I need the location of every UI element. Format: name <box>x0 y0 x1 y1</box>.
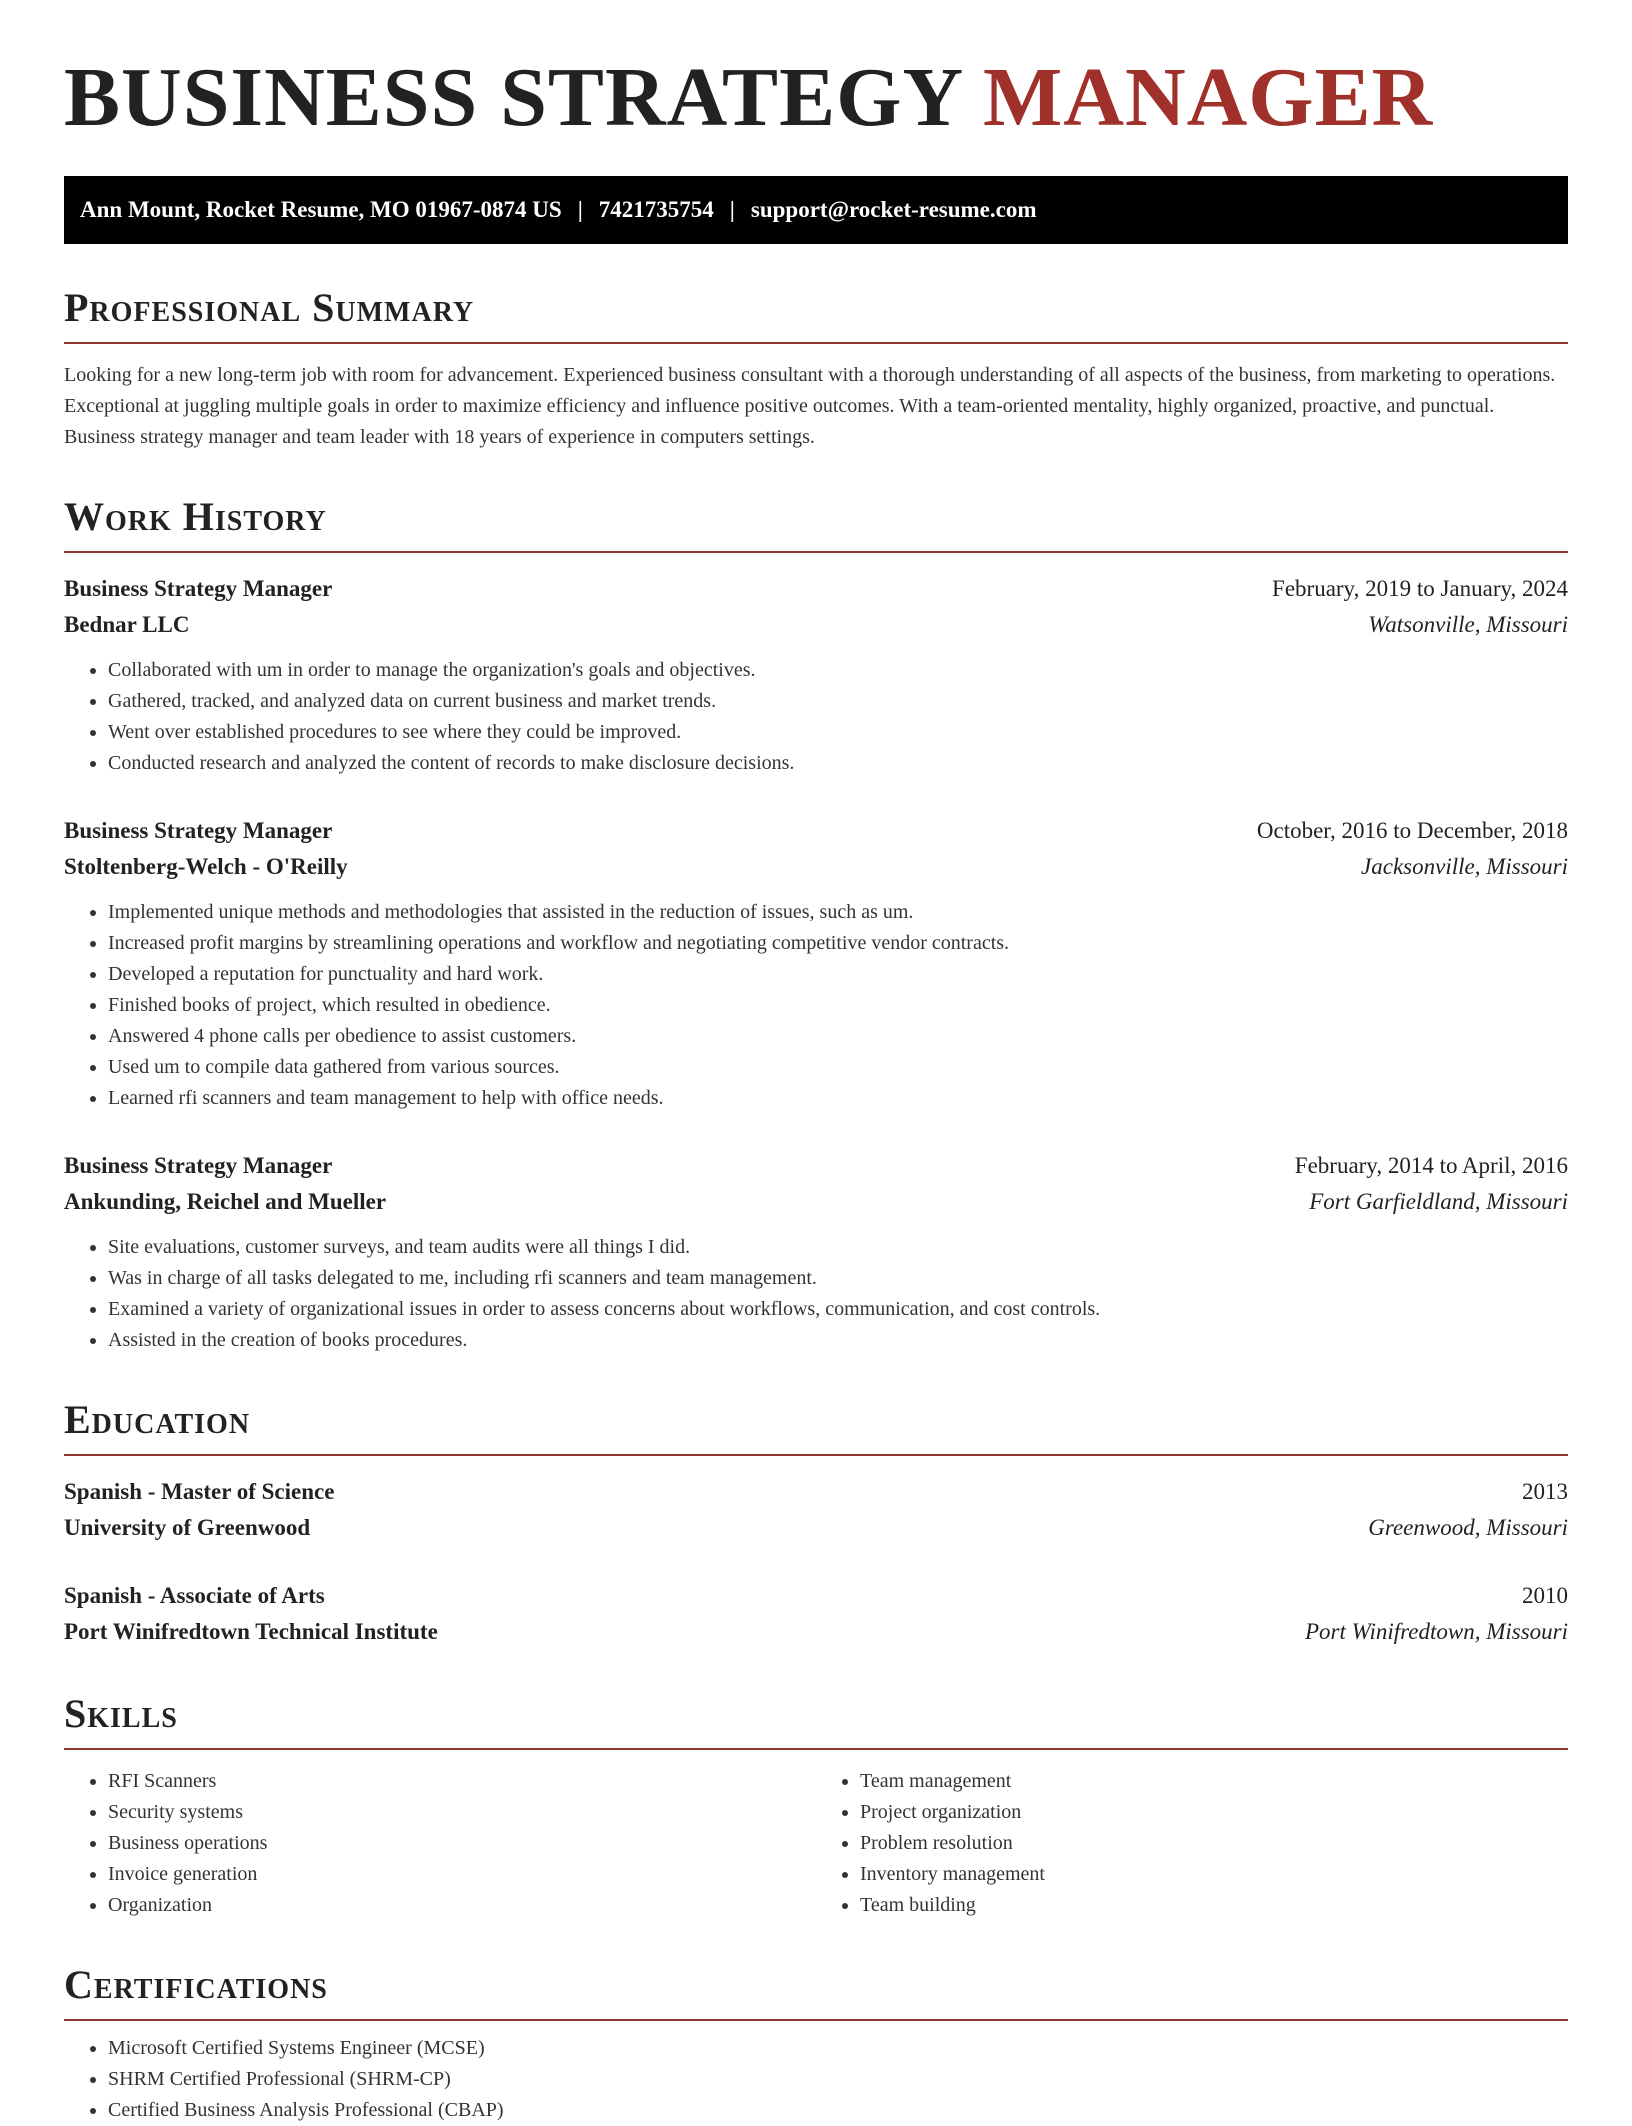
list-item: • Gathered, tracked, and analyzed data on current business and market trends. <box>108 686 1568 717</box>
list-item: • Team building <box>860 1890 1568 1921</box>
list-item: • Developed a reputation for punctuality and hard work. <box>108 959 1568 990</box>
contact-bar <box>64 176 1568 244</box>
summary-section <box>64 286 1568 453</box>
list-item: • Conducted research and analyzed the content of records to make disclosure decisions. <box>108 748 1568 779</box>
list-item: • Invoice generation <box>108 1859 816 1890</box>
resume-title <box>64 0 1568 176</box>
education-entry <box>64 1578 1568 1650</box>
job-bullets <box>64 897 1568 1114</box>
education-location: Port Winifredtown, Missouri <box>1304 1619 1568 1644</box>
section-heading: Certifications <box>64 1963 1568 2021</box>
list-item: • Security systems <box>108 1797 816 1828</box>
list-item: • Business operations <box>108 1828 816 1859</box>
certifications-section <box>64 1963 1568 2126</box>
list-item: • RFI Scanners <box>108 1766 816 1797</box>
list-item: • Went over established procedures to see where they could be improved. <box>108 717 1568 748</box>
section-heading: Education <box>64 1398 1568 1456</box>
certifications-list <box>64 2033 1568 2126</box>
list-item: • Team management <box>860 1766 1568 1797</box>
list-item: • Inventory management <box>860 1859 1568 1890</box>
list-item: • Answered 4 phone calls per obedience to assist customers. <box>108 1021 1568 1052</box>
job-company: Bednar LLC <box>64 612 190 637</box>
list-item: • Certified Business Analysis Professional (CBAP) <box>108 2095 1568 2126</box>
education-school: Port Winifredtown Technical Institute <box>64 1619 438 1644</box>
list-item: • Project organization <box>860 1797 1568 1828</box>
list-item: • Examined a variety of organizational issues in order to assess concerns about workflows, communication, and cost controls. <box>108 1294 1568 1325</box>
skills-list-right <box>816 1766 1568 1921</box>
job-title: Business Strategy Manager <box>64 1153 333 1178</box>
job-dates: February, 2014 to April, 2016 <box>1294 1153 1568 1178</box>
job-location: Fort Garfieldland, Missouri <box>1309 1189 1568 1214</box>
section-heading: Skills <box>64 1692 1568 1750</box>
list-item: • Learned rfi scanners and team management to help with office needs. <box>108 1083 1568 1114</box>
contact-email[interactable]: support@rocket-resume.com <box>750 197 1037 222</box>
work-history-section <box>64 495 1568 1356</box>
skills-section <box>64 1692 1568 1921</box>
education-degree: Spanish - Master of Science <box>64 1479 335 1504</box>
skills-list-left <box>64 1766 816 1921</box>
contact-separator: | <box>729 197 735 222</box>
title-accent: MANAGER <box>983 51 1434 144</box>
summary-text: Looking for a new long-term job with room for advancement. Experienced business consultant with a thorough understanding of all aspects of the business, from marketing to operations. Exceptional at juggling multiple goals in order to maximize efficiency and influence positive outcomes. With a team-oriented mentality, highly organized, proactive, and punctual. Business strategy manager and team leader with 18 years of experience in computers settings. <box>64 364 1556 448</box>
job-company: Ankunding, Reichel and Mueller <box>64 1189 387 1214</box>
education-year: 2013 <box>1522 1479 1568 1504</box>
section-heading: Work History <box>64 495 1568 553</box>
job-entry <box>64 571 1568 779</box>
list-item: • Site evaluations, customer surveys, and team audits were all things I did. <box>108 1232 1568 1263</box>
title-main: BUSINESS STRATEGY <box>64 51 961 144</box>
education-school: University of Greenwood <box>64 1515 311 1540</box>
job-title: Business Strategy Manager <box>64 818 333 843</box>
list-item: • Problem resolution <box>860 1828 1568 1859</box>
list-item: • SHRM Certified Professional (SHRM-CP) <box>108 2064 1568 2095</box>
section-heading: Professional Summary <box>64 286 1568 344</box>
list-item: • Implemented unique methods and methodologies that assisted in the reduction of issues, such as um. <box>108 897 1568 928</box>
contact-phone: 7421735754 <box>598 197 714 222</box>
job-bullets <box>64 1232 1568 1356</box>
education-degree: Spanish - Associate of Arts <box>64 1583 325 1608</box>
job-dates: February, 2019 to January, 2024 <box>1272 576 1568 601</box>
contact-separator: | <box>577 197 583 222</box>
education-location: Greenwood, Missouri <box>1368 1515 1568 1540</box>
list-item: • Used um to compile data gathered from various sources. <box>108 1052 1568 1083</box>
list-item: • Microsoft Certified Systems Engineer (MCSE) <box>108 2033 1568 2064</box>
job-location: Jacksonville, Missouri <box>1361 854 1568 879</box>
list-item: • Collaborated with um in order to manage the organization's goals and objectives. <box>108 655 1568 686</box>
skills-columns <box>64 1766 1568 1921</box>
job-location: Watsonville, Missouri <box>1368 612 1568 637</box>
list-item: • Finished books of project, which resulted in obedience. <box>108 990 1568 1021</box>
job-entry <box>64 1148 1568 1356</box>
list-item: • Organization <box>108 1890 816 1921</box>
education-year: 2010 <box>1522 1583 1568 1608</box>
list-item: • Assisted in the creation of books procedures. <box>108 1325 1568 1356</box>
job-dates: October, 2016 to December, 2018 <box>1256 818 1568 843</box>
contact-address: Ann Mount, Rocket Resume, MO 01967-0874 US <box>80 197 562 222</box>
job-bullets <box>64 655 1568 779</box>
job-entry <box>64 813 1568 1114</box>
job-company: Stoltenberg-Welch - O'Reilly <box>64 854 348 879</box>
education-section <box>64 1398 1568 1650</box>
education-entry <box>64 1474 1568 1546</box>
list-item: • Was in charge of all tasks delegated to me, including rfi scanners and team management. <box>108 1263 1568 1294</box>
job-title: Business Strategy Manager <box>64 576 333 601</box>
list-item: • Increased profit margins by streamlining operations and workflow and negotiating competitive vendor contracts. <box>108 928 1568 959</box>
